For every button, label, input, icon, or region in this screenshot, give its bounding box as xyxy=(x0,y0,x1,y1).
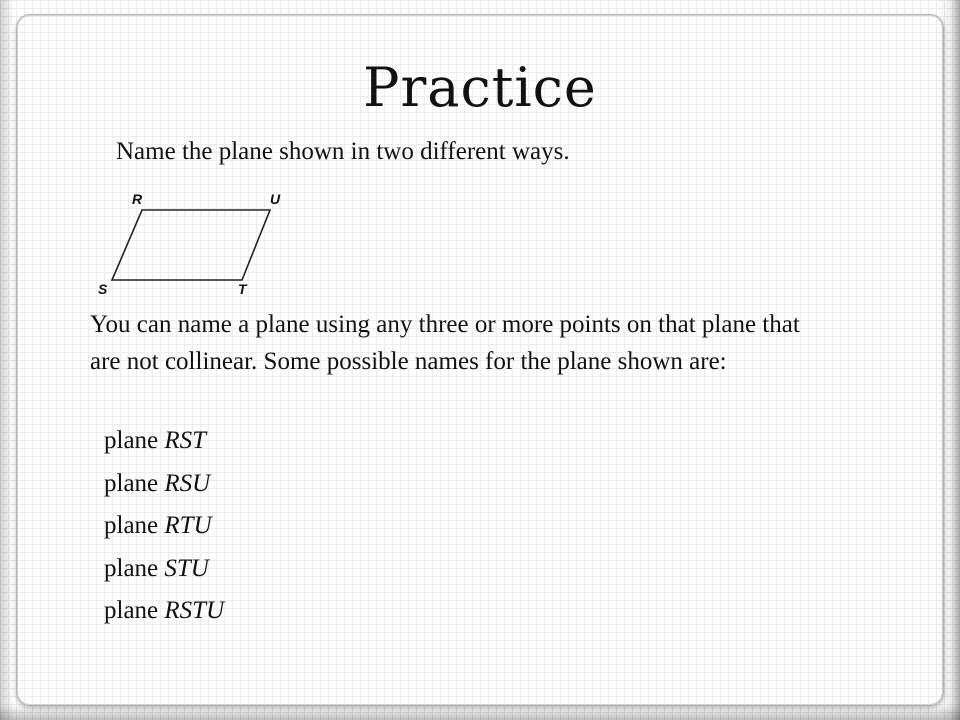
plane-name-item xyxy=(104,548,224,591)
plane-name-item xyxy=(104,420,224,463)
slide-title: Practice xyxy=(363,56,597,119)
plane-name-letters: RSTU xyxy=(164,597,225,624)
plane-names-list xyxy=(104,420,224,633)
plane-name-prefix: plane xyxy=(104,427,159,454)
plane-name-item xyxy=(104,463,224,506)
plane-name-prefix: plane xyxy=(104,554,159,582)
plane-name-letters: RTU xyxy=(164,512,212,539)
bottom-edge-shadow xyxy=(0,704,960,720)
plane-name-item xyxy=(104,590,224,633)
plane-name-letters: RSU xyxy=(164,469,211,497)
plane-name-item xyxy=(104,505,224,548)
explanation-text: You can name a plane using any three or more points on that plane that are not collinear. Some possible names for the plane shown are: xyxy=(90,311,800,375)
plane-name-prefix: plane xyxy=(104,597,159,624)
plane-name-letters: STU xyxy=(164,554,209,582)
question-prompt: Name the plane shown in two different ways. xyxy=(116,138,570,165)
plane-figure xyxy=(92,186,302,298)
point-label-r: R xyxy=(132,191,143,207)
plane-name-prefix: plane xyxy=(104,512,159,539)
plane-name-prefix: plane xyxy=(104,469,159,497)
point-label-u: U xyxy=(270,191,281,207)
point-label-t: T xyxy=(238,281,247,297)
point-label-s: S xyxy=(98,281,108,297)
plane-name-letters: RST xyxy=(164,427,207,454)
plane-parallelogram xyxy=(112,210,270,280)
